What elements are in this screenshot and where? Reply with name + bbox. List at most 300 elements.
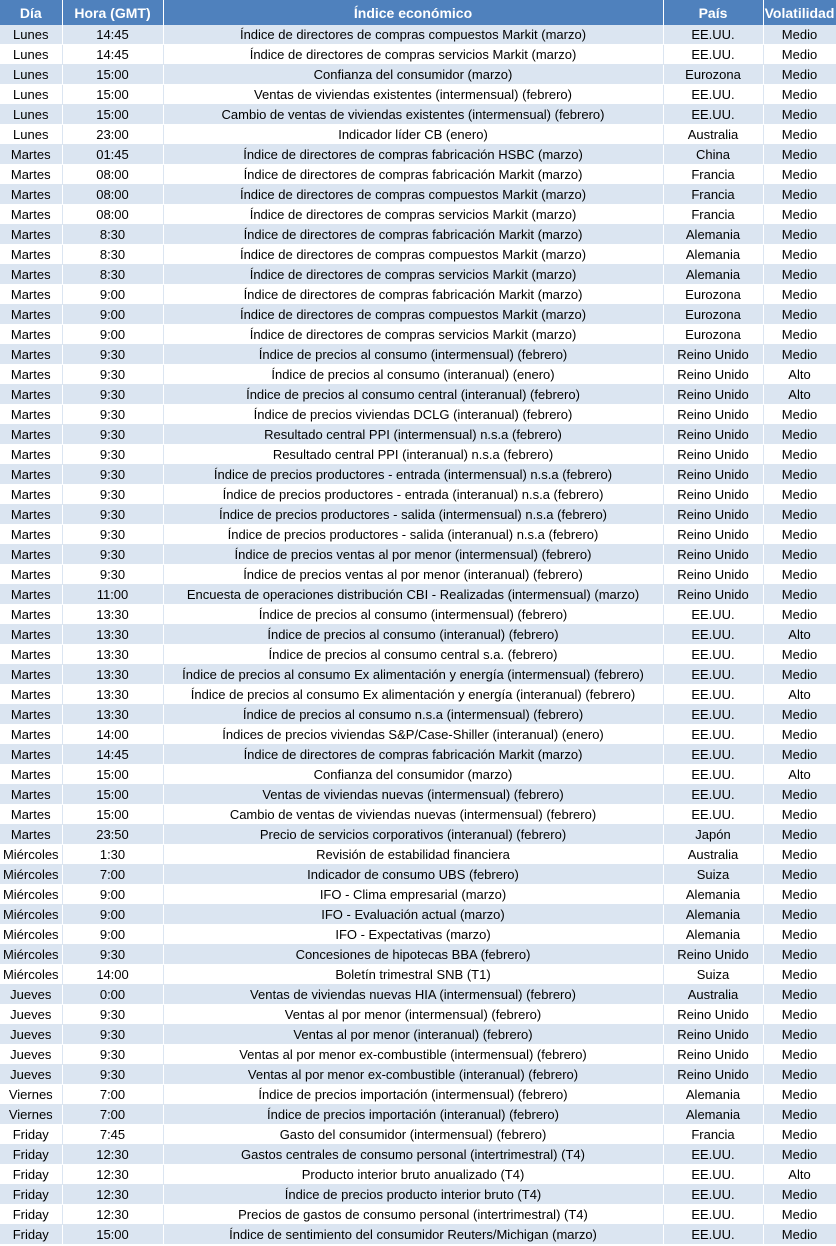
table-row [0, 485, 836, 505]
cell-volatility: Medio [763, 225, 836, 245]
cell-index: IFO - Expectativas (marzo) [163, 925, 663, 945]
cell-volatility: Medio [763, 205, 836, 225]
cell-time: 9:00 [62, 925, 163, 945]
cell-index: Gastos centrales de consumo personal (intertrimestral) (T4) [163, 1145, 663, 1165]
cell-volatility: Alto [763, 365, 836, 385]
cell-country: Reino Unido [663, 465, 763, 485]
cell-volatility: Alto [763, 765, 836, 785]
cell-time: 14:45 [62, 745, 163, 765]
cell-volatility: Alto [763, 625, 836, 645]
cell-country: Reino Unido [663, 565, 763, 585]
cell-index: Índice de precios al consumo Ex alimentación y energía (interanual) (febrero) [163, 685, 663, 705]
cell-day: Friday [0, 1185, 62, 1205]
cell-index: Boletín trimestral SNB (T1) [163, 965, 663, 985]
cell-time: 9:30 [62, 525, 163, 545]
cell-volatility: Medio [763, 125, 836, 145]
cell-time: 7:45 [62, 1125, 163, 1145]
cell-volatility: Medio [763, 25, 836, 45]
cell-day: Martes [0, 265, 62, 285]
cell-index: Encuesta de operaciones distribución CBI - Realizadas (intermensual) (marzo) [163, 585, 663, 605]
cell-volatility: Medio [763, 525, 836, 545]
table-row [0, 465, 836, 485]
cell-volatility: Medio [763, 65, 836, 85]
cell-index: Índice de precios importación (intermensual) (febrero) [163, 1085, 663, 1105]
cell-day: Martes [0, 305, 62, 325]
cell-index: IFO - Clima empresarial (marzo) [163, 885, 663, 905]
table-row [0, 1105, 836, 1125]
cell-volatility: Medio [763, 505, 836, 525]
cell-country: EE.UU. [663, 25, 763, 45]
cell-country: EE.UU. [663, 765, 763, 785]
cell-time: 23:50 [62, 825, 163, 845]
cell-country: Alemania [663, 245, 763, 265]
cell-time: 9:30 [62, 365, 163, 385]
cell-volatility: Medio [763, 85, 836, 105]
cell-index: Producto interior bruto anualizado (T4) [163, 1165, 663, 1185]
cell-volatility: Medio [763, 985, 836, 1005]
cell-country: Francia [663, 205, 763, 225]
cell-index: Ventas al por menor (interanual) (febrero) [163, 1025, 663, 1045]
cell-volatility: Medio [763, 1005, 836, 1025]
cell-day: Martes [0, 765, 62, 785]
cell-country: Australia [663, 985, 763, 1005]
cell-volatility: Medio [763, 465, 836, 485]
cell-volatility: Medio [763, 545, 836, 565]
cell-country: EE.UU. [663, 105, 763, 125]
table-row [0, 445, 836, 465]
header-volatility: Volatilidad [763, 0, 836, 25]
cell-day: Martes [0, 565, 62, 585]
cell-day: Miércoles [0, 925, 62, 945]
cell-day: Martes [0, 165, 62, 185]
cell-time: 9:30 [62, 565, 163, 585]
cell-volatility: Medio [763, 165, 836, 185]
cell-volatility: Alto [763, 685, 836, 705]
header-index: Índice económico [163, 0, 663, 25]
cell-country: EE.UU. [663, 805, 763, 825]
cell-country: Reino Unido [663, 1005, 763, 1025]
cell-index: Índice de directores de compras compuestos Markit (marzo) [163, 245, 663, 265]
cell-day: Martes [0, 285, 62, 305]
cell-index: Índice de precios ventas al por menor (interanual) (febrero) [163, 565, 663, 585]
cell-country: Australia [663, 845, 763, 865]
cell-index: Revisión de estabilidad financiera [163, 845, 663, 865]
cell-day: Martes [0, 485, 62, 505]
cell-time: 9:30 [62, 1025, 163, 1045]
cell-volatility: Alto [763, 1165, 836, 1185]
cell-country: Francia [663, 185, 763, 205]
cell-day: Martes [0, 205, 62, 225]
cell-volatility: Medio [763, 745, 836, 765]
cell-time: 9:00 [62, 905, 163, 925]
cell-country: Reino Unido [663, 405, 763, 425]
cell-volatility: Medio [763, 245, 836, 265]
cell-time: 9:30 [62, 405, 163, 425]
cell-time: 9:30 [62, 345, 163, 365]
cell-index: Índice de precios productores - entrada (interanual) n.s.a (febrero) [163, 485, 663, 505]
cell-volatility: Medio [763, 705, 836, 725]
cell-index: Confianza del consumidor (marzo) [163, 765, 663, 785]
cell-country: EE.UU. [663, 745, 763, 765]
table-row [0, 265, 836, 285]
cell-day: Martes [0, 185, 62, 205]
cell-country: Alemania [663, 265, 763, 285]
cell-volatility: Medio [763, 1025, 836, 1045]
cell-index: Índice de precios productores - entrada (intermensual) n.s.a (febrero) [163, 465, 663, 485]
cell-volatility: Medio [763, 585, 836, 605]
table-row [0, 25, 836, 45]
cell-country: Reino Unido [663, 445, 763, 465]
cell-day: Martes [0, 505, 62, 525]
table-row [0, 1145, 836, 1165]
table-header [0, 0, 836, 25]
cell-day: Martes [0, 325, 62, 345]
table-row [0, 125, 836, 145]
table-row [0, 525, 836, 545]
table-row [0, 205, 836, 225]
cell-time: 7:00 [62, 1105, 163, 1125]
table-row [0, 185, 836, 205]
cell-country: EE.UU. [663, 625, 763, 645]
cell-index: Índice de sentimiento del consumidor Reuters/Michigan (marzo) [163, 1225, 663, 1245]
cell-time: 13:30 [62, 685, 163, 705]
cell-country: Australia [663, 125, 763, 145]
cell-index: Índice de precios al consumo (interanual) (febrero) [163, 625, 663, 645]
cell-country: Reino Unido [663, 1065, 763, 1085]
cell-country: EE.UU. [663, 1185, 763, 1205]
cell-time: 12:30 [62, 1145, 163, 1165]
cell-volatility: Medio [763, 805, 836, 825]
cell-country: EE.UU. [663, 1225, 763, 1245]
cell-volatility: Medio [763, 865, 836, 885]
cell-index: Índice de directores de compras servicios Markit (marzo) [163, 325, 663, 345]
table-row [0, 785, 836, 805]
cell-index: Resultado central PPI (intermensual) n.s.a (febrero) [163, 425, 663, 445]
cell-day: Miércoles [0, 845, 62, 865]
cell-time: 9:30 [62, 385, 163, 405]
cell-time: 8:30 [62, 245, 163, 265]
cell-day: Martes [0, 405, 62, 425]
cell-country: China [663, 145, 763, 165]
cell-volatility: Medio [763, 1145, 836, 1165]
cell-time: 9:30 [62, 505, 163, 525]
cell-country: Alemania [663, 1085, 763, 1105]
cell-day: Martes [0, 645, 62, 665]
table-row [0, 625, 836, 645]
cell-time: 11:00 [62, 585, 163, 605]
cell-day: Lunes [0, 65, 62, 85]
cell-volatility: Medio [763, 885, 836, 905]
cell-time: 15:00 [62, 105, 163, 125]
cell-time: 01:45 [62, 145, 163, 165]
cell-country: Alemania [663, 225, 763, 245]
table-row [0, 765, 836, 785]
cell-index: Índice de precios ventas al por menor (intermensual) (febrero) [163, 545, 663, 565]
cell-index: Precio de servicios corporativos (interanual) (febrero) [163, 825, 663, 845]
cell-time: 15:00 [62, 805, 163, 825]
cell-volatility: Medio [763, 1205, 836, 1225]
cell-day: Martes [0, 705, 62, 725]
cell-volatility: Medio [763, 1185, 836, 1205]
table-row [0, 605, 836, 625]
cell-country: Reino Unido [663, 1045, 763, 1065]
cell-index: Índice de directores de compras compuestos Markit (marzo) [163, 25, 663, 45]
cell-day: Lunes [0, 25, 62, 45]
cell-country: Japón [663, 825, 763, 845]
table-row [0, 805, 836, 825]
cell-day: Jueves [0, 985, 62, 1005]
cell-index: Índice de precios viviendas DCLG (interanual) (febrero) [163, 405, 663, 425]
cell-day: Friday [0, 1205, 62, 1225]
cell-country: EE.UU. [663, 85, 763, 105]
cell-index: Índice de precios al consumo (interanual) (enero) [163, 365, 663, 385]
cell-country: Reino Unido [663, 1025, 763, 1045]
cell-time: 15:00 [62, 65, 163, 85]
cell-day: Martes [0, 385, 62, 405]
cell-day: Miércoles [0, 885, 62, 905]
cell-volatility: Alto [763, 385, 836, 405]
cell-country: Francia [663, 165, 763, 185]
cell-country: EE.UU. [663, 605, 763, 625]
cell-time: 14:45 [62, 45, 163, 65]
cell-index: Cambio de ventas de viviendas existentes (intermensual) (febrero) [163, 105, 663, 125]
cell-day: Lunes [0, 125, 62, 145]
table-row [0, 1205, 836, 1225]
table-row [0, 685, 836, 705]
cell-volatility: Medio [763, 265, 836, 285]
table-row [0, 325, 836, 345]
cell-index: Gasto del consumidor (intermensual) (febrero) [163, 1125, 663, 1145]
cell-index: Índice de precios al consumo (intermensual) (febrero) [163, 345, 663, 365]
cell-time: 15:00 [62, 85, 163, 105]
cell-index: Cambio de ventas de viviendas nuevas (intermensual) (febrero) [163, 805, 663, 825]
cell-time: 9:30 [62, 1005, 163, 1025]
cell-time: 8:30 [62, 265, 163, 285]
table-row [0, 985, 836, 1005]
cell-index: Ventas de viviendas existentes (intermensual) (febrero) [163, 85, 663, 105]
cell-volatility: Medio [763, 1085, 836, 1105]
cell-index: Precios de gastos de consumo personal (intertrimestral) (T4) [163, 1205, 663, 1225]
table-row [0, 505, 836, 525]
cell-day: Friday [0, 1145, 62, 1165]
cell-country: Alemania [663, 925, 763, 945]
cell-time: 13:30 [62, 705, 163, 725]
cell-time: 14:45 [62, 25, 163, 45]
cell-day: Martes [0, 805, 62, 825]
cell-index: Ventas al por menor (intermensual) (febrero) [163, 1005, 663, 1025]
cell-country: Reino Unido [663, 585, 763, 605]
header-day: Día [0, 0, 62, 25]
cell-day: Martes [0, 665, 62, 685]
cell-volatility: Medio [763, 725, 836, 745]
cell-time: 9:30 [62, 465, 163, 485]
cell-index: Índice de directores de compras fabricación Markit (marzo) [163, 285, 663, 305]
cell-day: Martes [0, 145, 62, 165]
table-row [0, 745, 836, 765]
cell-country: EE.UU. [663, 785, 763, 805]
cell-country: Francia [663, 1125, 763, 1145]
cell-volatility: Medio [763, 285, 836, 305]
cell-country: Alemania [663, 885, 763, 905]
cell-index: Índice de directores de compras fabricación HSBC (marzo) [163, 145, 663, 165]
cell-time: 9:00 [62, 285, 163, 305]
cell-day: Jueves [0, 1045, 62, 1065]
cell-country: Reino Unido [663, 525, 763, 545]
cell-time: 9:30 [62, 485, 163, 505]
cell-volatility: Medio [763, 1105, 836, 1125]
cell-index: IFO - Evaluación actual (marzo) [163, 905, 663, 925]
cell-index: Ventas al por menor ex-combustible (interanual) (febrero) [163, 1065, 663, 1085]
cell-time: 12:30 [62, 1165, 163, 1185]
cell-index: Concesiones de hipotecas BBA (febrero) [163, 945, 663, 965]
cell-time: 12:30 [62, 1205, 163, 1225]
cell-country: Reino Unido [663, 505, 763, 525]
cell-index: Índice de precios al consumo (intermensual) (febrero) [163, 605, 663, 625]
table-row [0, 245, 836, 265]
cell-country: EE.UU. [663, 1165, 763, 1185]
cell-day: Friday [0, 1125, 62, 1145]
table-row [0, 885, 836, 905]
cell-country: Suiza [663, 965, 763, 985]
cell-country: EE.UU. [663, 645, 763, 665]
cell-time: 9:30 [62, 1065, 163, 1085]
cell-volatility: Medio [763, 45, 836, 65]
table-row [0, 65, 836, 85]
table-row [0, 105, 836, 125]
table-row [0, 1065, 836, 1085]
cell-volatility: Medio [763, 185, 836, 205]
cell-time: 9:30 [62, 1045, 163, 1065]
cell-index: Índice de precios importación (interanual) (febrero) [163, 1105, 663, 1125]
table-row [0, 165, 836, 185]
cell-time: 14:00 [62, 965, 163, 985]
cell-volatility: Medio [763, 645, 836, 665]
cell-time: 9:00 [62, 885, 163, 905]
table-row [0, 1005, 836, 1025]
table-row [0, 385, 836, 405]
header-row [0, 0, 836, 25]
cell-index: Índice de directores de compras compuestos Markit (marzo) [163, 185, 663, 205]
table-row [0, 405, 836, 425]
cell-day: Martes [0, 465, 62, 485]
cell-country: Reino Unido [663, 425, 763, 445]
cell-time: 7:00 [62, 865, 163, 885]
cell-day: Martes [0, 445, 62, 465]
table-row [0, 865, 836, 885]
table-row [0, 825, 836, 845]
cell-day: Lunes [0, 85, 62, 105]
cell-time: 9:30 [62, 425, 163, 445]
cell-volatility: Medio [763, 145, 836, 165]
table-row [0, 965, 836, 985]
cell-volatility: Medio [763, 785, 836, 805]
cell-country: Alemania [663, 1105, 763, 1125]
cell-day: Miércoles [0, 905, 62, 925]
cell-volatility: Medio [763, 425, 836, 445]
table-row [0, 425, 836, 445]
cell-index: Indicador de consumo UBS (febrero) [163, 865, 663, 885]
cell-country: EE.UU. [663, 1205, 763, 1225]
cell-time: 14:00 [62, 725, 163, 745]
cell-time: 7:00 [62, 1085, 163, 1105]
cell-time: 15:00 [62, 765, 163, 785]
table-row [0, 1045, 836, 1065]
cell-day: Martes [0, 345, 62, 365]
cell-day: Martes [0, 605, 62, 625]
table-row [0, 305, 836, 325]
table-row [0, 585, 836, 605]
header-time: Hora (GMT) [62, 0, 163, 25]
cell-day: Martes [0, 745, 62, 765]
cell-day: Martes [0, 545, 62, 565]
cell-index: Índice de directores de compras fabricación Markit (marzo) [163, 165, 663, 185]
cell-volatility: Medio [763, 925, 836, 945]
cell-country: Suiza [663, 865, 763, 885]
cell-country: Reino Unido [663, 385, 763, 405]
cell-country: Reino Unido [663, 365, 763, 385]
cell-index: Índice de directores de compras servicios Markit (marzo) [163, 265, 663, 285]
table-row [0, 705, 836, 725]
table-row [0, 545, 836, 565]
cell-index: Indicador líder CB (enero) [163, 125, 663, 145]
cell-day: Miércoles [0, 865, 62, 885]
cell-volatility: Medio [763, 1045, 836, 1065]
cell-country: Eurozona [663, 325, 763, 345]
table-row [0, 345, 836, 365]
cell-volatility: Medio [763, 485, 836, 505]
cell-volatility: Medio [763, 325, 836, 345]
cell-volatility: Medio [763, 1125, 836, 1145]
cell-day: Martes [0, 825, 62, 845]
cell-time: 08:00 [62, 205, 163, 225]
cell-index: Índice de precios productores - salida (intermensual) n.s.a (febrero) [163, 505, 663, 525]
cell-volatility: Medio [763, 345, 836, 365]
cell-country: EE.UU. [663, 705, 763, 725]
cell-volatility: Medio [763, 305, 836, 325]
cell-country: Reino Unido [663, 485, 763, 505]
table-body [0, 25, 836, 1245]
cell-time: 1:30 [62, 845, 163, 865]
cell-index: Índice de precios al consumo n.s.a (intermensual) (febrero) [163, 705, 663, 725]
cell-day: Martes [0, 365, 62, 385]
cell-volatility: Medio [763, 665, 836, 685]
cell-day: Martes [0, 425, 62, 445]
table-row [0, 1165, 836, 1185]
cell-country: EE.UU. [663, 1145, 763, 1165]
cell-day: Martes [0, 685, 62, 705]
table-row [0, 1225, 836, 1245]
cell-time: 08:00 [62, 185, 163, 205]
table-row [0, 1185, 836, 1205]
cell-time: 13:30 [62, 625, 163, 645]
cell-time: 9:30 [62, 545, 163, 565]
cell-index: Índice de directores de compras servicios Markit (marzo) [163, 45, 663, 65]
cell-time: 9:30 [62, 945, 163, 965]
cell-time: 13:30 [62, 665, 163, 685]
cell-volatility: Medio [763, 845, 836, 865]
table-row [0, 665, 836, 685]
cell-day: Martes [0, 225, 62, 245]
cell-day: Martes [0, 625, 62, 645]
cell-volatility: Medio [763, 105, 836, 125]
cell-index: Ventas de viviendas nuevas HIA (intermensual) (febrero) [163, 985, 663, 1005]
cell-time: 9:00 [62, 325, 163, 345]
cell-volatility: Medio [763, 965, 836, 985]
cell-time: 08:00 [62, 165, 163, 185]
cell-country: EE.UU. [663, 45, 763, 65]
cell-index: Índice de precios al consumo Ex alimentación y energía (intermensual) (febrero) [163, 665, 663, 685]
cell-country: Eurozona [663, 65, 763, 85]
